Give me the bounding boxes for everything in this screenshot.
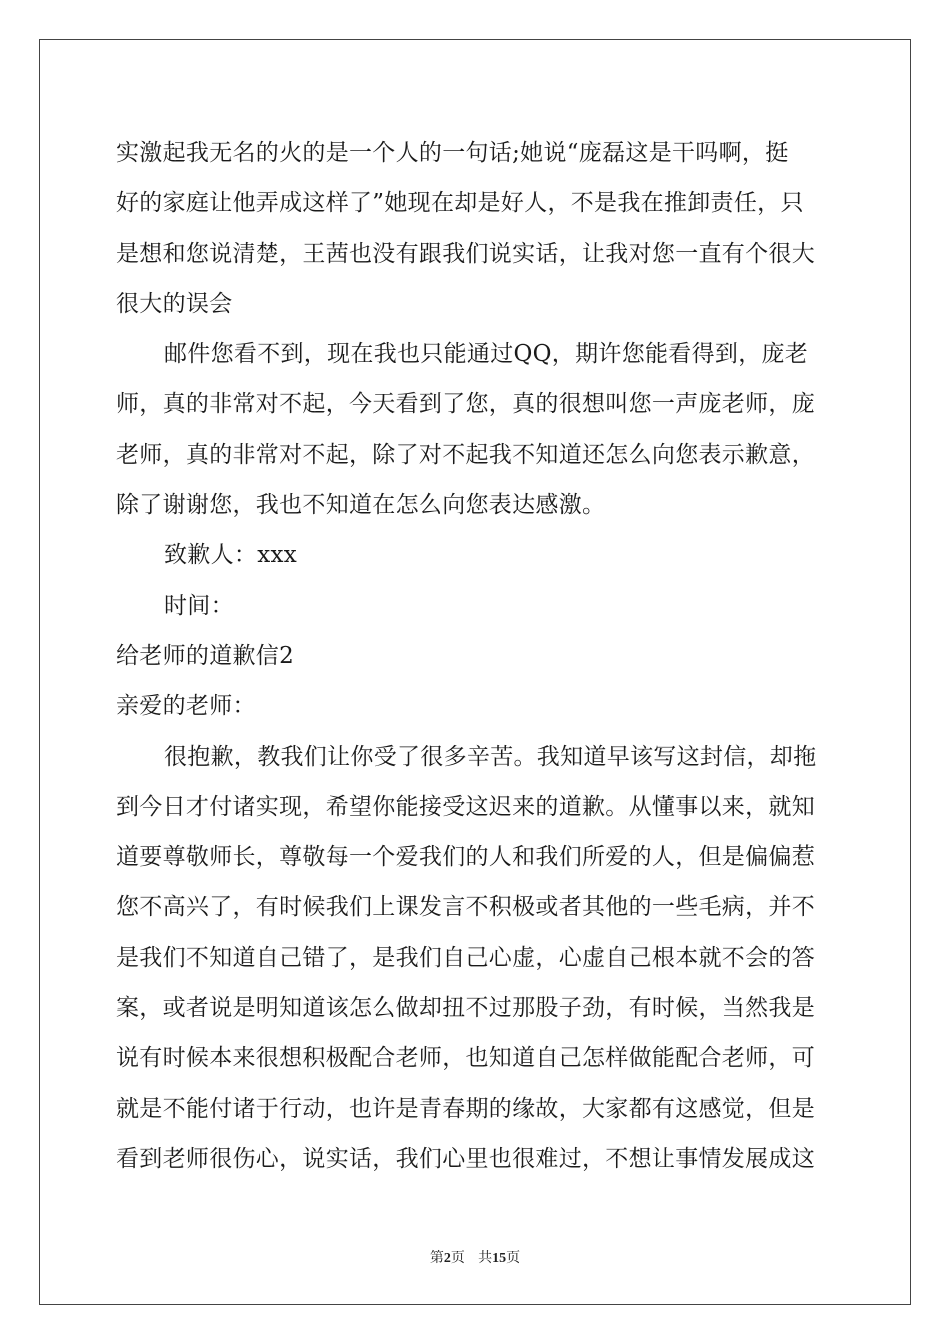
text-line: 亲爱的老师： xyxy=(116,693,256,720)
text-line: 是想和您说清楚，王茜也没有跟我们说实话，让我对您一直有个很大 xyxy=(116,240,815,267)
text-line: 除了谢谢您，我也不知道在怎么向您表达感激。 xyxy=(116,492,606,519)
footer-total-prefix: 共 xyxy=(478,1250,493,1266)
text-line: 好的家庭让他弄成这样了”她现在却是好人，不是我在推卸责任，只 xyxy=(116,190,804,217)
text-line: 很抱歉，教我们让你受了很多辛苦。我知道早该写这封信，却拖 xyxy=(164,743,817,770)
footer-page-suffix: 页 xyxy=(450,1250,465,1266)
text-line: 到今日才付诸实现，希望你能接受这迟来的道歉。从懂事以来，就知 xyxy=(116,793,815,820)
text-line: 致歉人：xxx xyxy=(164,542,298,569)
text-line: 案，或者说是明知道该怎么做却扭不过那股子劲，有时候，当然我是 xyxy=(116,995,815,1022)
text-line: 您不高兴了，有时候我们上课发言不积极或者其他的一些毛病，并不 xyxy=(116,894,815,921)
text-line: 就是不能付诸于行动，也许是青春期的缘故，大家都有这感觉，但是 xyxy=(116,1095,815,1122)
text-line: 很大的误会 xyxy=(116,290,233,317)
footer-total-pages: 15 xyxy=(492,1251,507,1266)
text-line: 是我们不知道自己错了，是我们自己心虚，心虚自己根本就不会的答 xyxy=(116,944,815,971)
footer-page-number: 2 xyxy=(443,1251,451,1266)
text-line: 说有时候本来很想积极配合老师，也知道自己怎样做能配合老师，可 xyxy=(116,1045,815,1072)
text-line: 时间： xyxy=(164,592,234,619)
footer-total-suffix: 页 xyxy=(506,1250,521,1266)
document-body xyxy=(116,128,836,1184)
text-line: 老师，真的非常对不起，除了对不起我不知道还怎么向您表示歉意， xyxy=(116,441,815,468)
text-line: 实激起我无名的火的是一个人的一句话;她说“庞磊这是干吗啊，挺 xyxy=(116,140,789,166)
text-line: 道要尊敬师长，尊敬每一个爱我们的人和我们所爱的人，但是偏偏惹 xyxy=(116,844,815,871)
text-line: 师，真的非常对不起，今天看到了您，真的很想叫您一声庞老师，庞 xyxy=(116,391,815,418)
text-line: 给老师的道歉信2 xyxy=(116,642,295,669)
page-footer xyxy=(0,1247,950,1267)
footer-prefix: 第 xyxy=(429,1250,444,1266)
text-line: 看到老师很伤心，说实话，我们心里也很难过，不想让事情发展成这 xyxy=(116,1145,815,1172)
text-line: 邮件您看不到，现在我也只能通过QQ，期许您能看得到，庞老 xyxy=(164,341,809,368)
